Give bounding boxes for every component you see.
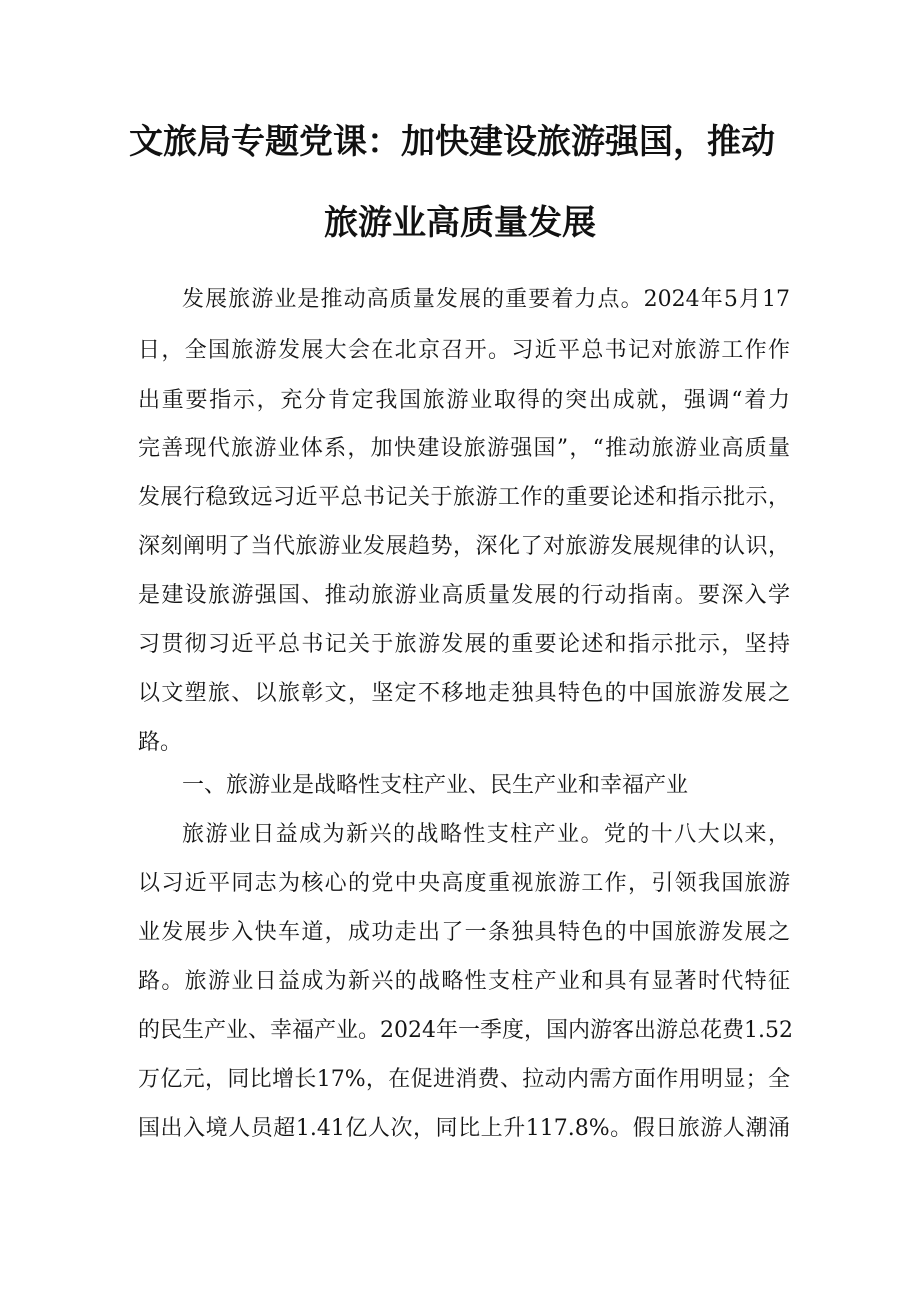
paragraph-line: 习贯彻习近平总书记关于旅游发展的重要论述和指示批示，坚持 <box>138 632 790 657</box>
paragraph-line: 出重要指示，充分肯定我国旅游业取得的突出成就，强调“着力 <box>138 388 790 413</box>
paragraph-line: 旅游业日益成为新兴的战略性支柱产业。党的十八大以来， <box>182 822 790 847</box>
paragraph-line: 万亿元，同比增长17%，在促进消费、拉动内需方面作用明显；全 <box>138 1067 790 1092</box>
paragraph-line: 发展行稳致远习近平总书记关于旅游工作的重要论述和指示批示， <box>138 485 790 510</box>
paragraph-line: 以习近平同志为核心的党中央高度重视旅游工作，引领我国旅游 <box>138 871 790 896</box>
paragraph-line: 完善现代旅游业体系，加快建设旅游强国”，“推动旅游业高质量 <box>138 436 790 461</box>
paragraph-line: 国出入境人员超1.41亿人次，同比上升117.8%。假日旅游人潮涌 <box>138 1116 790 1141</box>
section-heading: 一、旅游业是战略性支柱产业、民生产业和幸福产业 <box>182 773 689 798</box>
paragraph-line: 是建设旅游强国、推动旅游业高质量发展的行动指南。要深入学 <box>138 583 790 608</box>
paragraph-line: 的民生产业、幸福产业。2024年一季度，国内游客出游总花费1.52 <box>138 1018 793 1043</box>
document-title-line-1: 文旅局专题党课：加快建设旅游强国，推动 <box>129 122 775 162</box>
paragraph-line: 业发展步入快车道，成功走出了一条独具特色的中国旅游发展之 <box>138 920 790 945</box>
paragraph-line: 发展旅游业是推动高质量发展的重要着力点。2024年5月17 <box>182 287 790 312</box>
paragraph-line: 以文塑旅、以旅彰文，坚定不移地走独具特色的中国旅游发展之 <box>138 681 790 706</box>
paragraph-line: 日，全国旅游发展大会在北京召开。习近平总书记对旅游工作作 <box>138 338 790 363</box>
paragraph-line: 深刻阐明了当代旅游业发展趋势，深化了对旅游发展规律的认识， <box>138 534 790 559</box>
paragraph-line: 路。旅游业日益成为新兴的战略性支柱产业和具有显著时代特征 <box>138 969 790 994</box>
paragraph-line: 路。 <box>138 730 183 755</box>
document-title-line-2: 旅游业高质量发展 <box>324 203 596 243</box>
